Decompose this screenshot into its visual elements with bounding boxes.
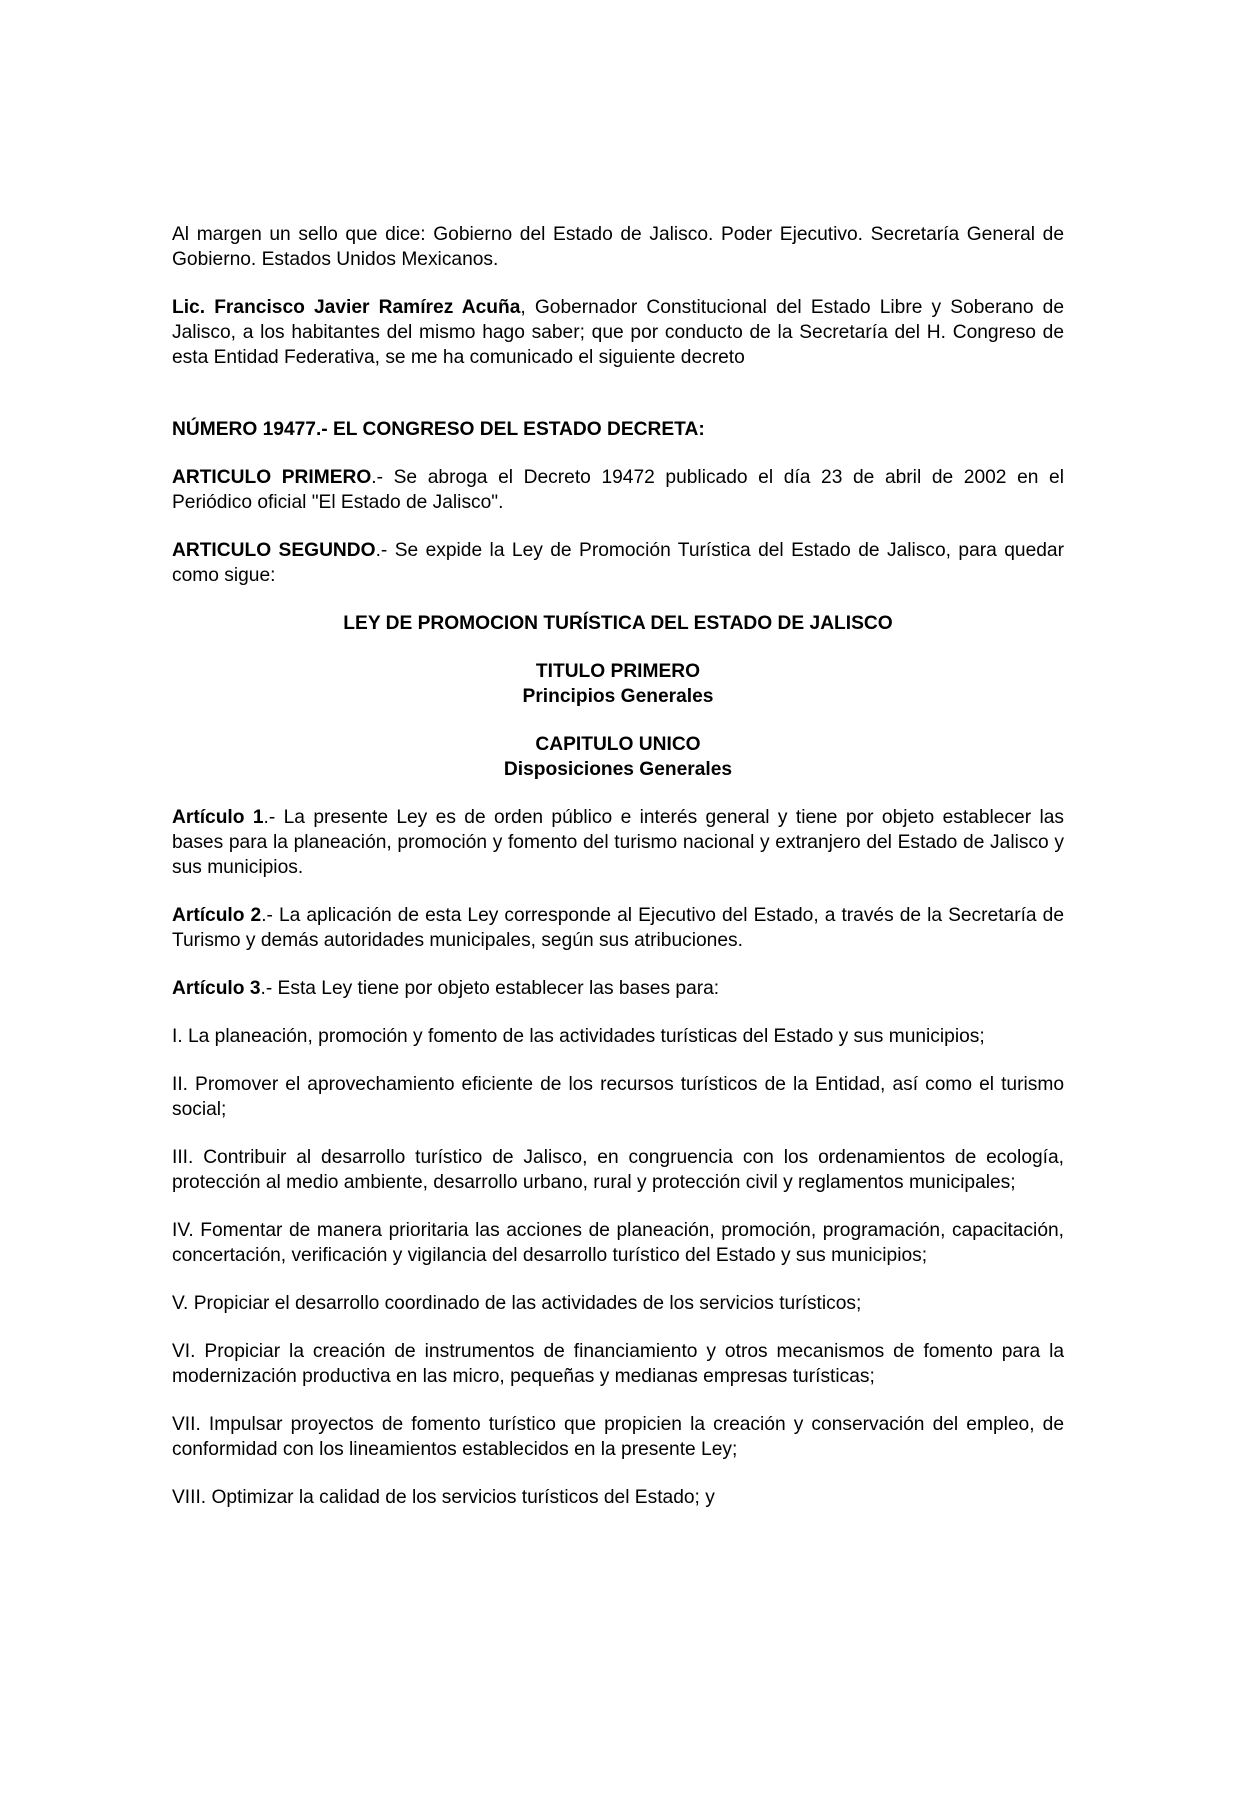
chapter-block [172, 732, 1064, 782]
article-1-label: Artículo 1 [172, 807, 264, 828]
chapter-number: CAPITULO UNICO [535, 734, 701, 755]
article-3-text: .- Esta Ley tiene por objeto establecer las bases para: [260, 978, 720, 999]
article-second [172, 538, 1064, 588]
chapter-name: Disposiciones Generales [503, 759, 733, 780]
list-item-2: II. Promover el aprovechamiento eficiente de los recursos turísticos de la Entidad, así como el turismo social; [172, 1074, 1064, 1120]
title-number: TITULO PRIMERO [535, 661, 701, 682]
list-item-7: VII. Impulsar proyectos de fomento turístico que propicien la creación y conservación del empleo, de conformidad con los lineamientos establecidos en la presente Ley; [172, 1414, 1064, 1460]
article-2 [172, 903, 1064, 953]
governor-text: , Gobernador Constitucional del Estado Libre y Soberano de Jalisco, a los habitantes del mismo hago saber; que por conducto de la Secretaría del H. Congreso de esta Entidad Federativa, se me ha comunicado el siguiente decreto [172, 297, 1064, 368]
article-1 [172, 805, 1064, 880]
list-item-3: III. Contribuir al desarrollo turístico de Jalisco, en congruencia con los ordenamientos de ecología, protección al medio ambiente, desarrollo urbano, rural y protección civil y reglamentos municipales; [172, 1147, 1064, 1193]
article-2-text: .- La aplicación de esta Ley corresponde al Ejecutivo del Estado, a través de la Secretaría de Turismo y demás autoridades municipales, según sus atribuciones. [172, 905, 1064, 951]
document-page [172, 222, 1064, 1533]
list-item-6: VI. Propiciar la creación de instrumentos de financiamiento y otros mecanismos de fomento para la modernización productiva en las micro, pequeñas y medianas empresas turísticas; [172, 1341, 1064, 1387]
list-item-5: V. Propiciar el desarrollo coordinado de las actividades de los servicios turísticos; [172, 1293, 862, 1314]
title-block [172, 659, 1064, 709]
article-3 [172, 976, 1064, 1001]
article-second-label: ARTICULO SEGUNDO [172, 540, 376, 561]
governor-paragraph [172, 295, 1064, 370]
article-second-text: .- Se expide la Ley de Promoción Turística del Estado de Jalisco, para quedar como sigue: [172, 540, 1064, 586]
law-title [172, 611, 1064, 636]
article-first [172, 465, 1064, 515]
decree-heading: NÚMERO 19477.- EL CONGRESO DEL ESTADO DECRETA: [172, 419, 705, 440]
list-item-4: IV. Fomentar de manera prioritaria las acciones de planeación, promoción, programación, capacitación, concertación, verificación y vigilancia del desarrollo turístico del Estado y sus municipios; [172, 1220, 1064, 1266]
law-title-text: LEY DE PROMOCION TURÍSTICA DEL ESTADO DE JALISCO [343, 613, 893, 634]
list-item-8: VIII. Optimizar la calidad de los servicios turísticos del Estado; y [172, 1487, 715, 1508]
article-first-label: ARTICULO PRIMERO [172, 467, 372, 488]
article-first-text: .- Se abroga el Decreto 19472 publicado el día 23 de abril de 2002 en el Periódico oficial "El Estado de Jalisco". [172, 467, 1064, 513]
title-name: Principios Generales [522, 686, 714, 707]
article-3-label: Artículo 3 [172, 978, 261, 999]
margin-note: Al margen un sello que dice: Gobierno del Estado de Jalisco. Poder Ejecutivo. Secretaría General de Gobierno. Estados Unidos Mexicanos. [172, 224, 1064, 270]
governor-name: Lic. Francisco Javier Ramírez Acuña [172, 297, 521, 318]
article-2-label: Artículo 2 [172, 905, 262, 926]
article-1-text: .- La presente Ley es de orden público e interés general y tiene por objeto establecer las bases para la planeación, promoción y fomento del turismo nacional y extranjero del Estado de Jalisco y sus municipios. [172, 807, 1064, 878]
list-item-1: I. La planeación, promoción y fomento de las actividades turísticas del Estado y sus municipios; [172, 1026, 985, 1047]
